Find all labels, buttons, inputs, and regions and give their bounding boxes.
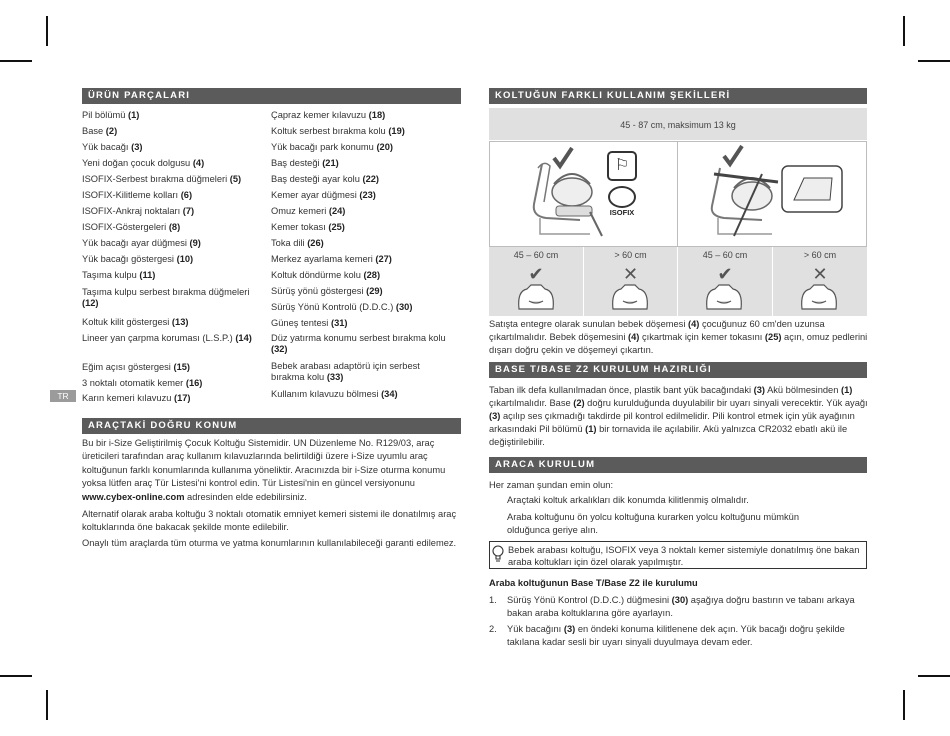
install-step: Sürüş Yönü Kontrol (D.D.C.) düğmesini (30) aşağıya doğru bastırın ve tabanı arkaya bakan araba koltuklarına göre ayarlayın. xyxy=(507,595,855,618)
part-item xyxy=(82,222,267,233)
usage-header: KOLTUĞUN FARKLI KULLANIM ŞEKİLLERİ xyxy=(489,88,867,104)
part-number: (18) xyxy=(368,110,386,120)
part-item xyxy=(271,190,451,201)
position-paragraph-1: Bu bir i-Size Geliştirilmiş Çocuk Koltuğu Sistemidir. UN Düzenleme No. R129/03, araç üreticileri tarafından araç kullanım kılavuzlarında belirtildiği üzere i-Size uyumlu araç koltuğunun farklı konumlarında kullanıma yöneliktir. Aracınızda bir i-Size oturma konumu yoksa lütfen araç Tür Listesi'ni kontrol edin. Tür Listesi'nin en güncel versiyonunu www.cybex-online.com adresinden elde edebilirsiniz. xyxy=(82,438,446,502)
part-label: Karın kemeri kılavuzu xyxy=(82,393,172,403)
isofix-badge-icon: ⚐ xyxy=(607,151,637,181)
size-label: 45 – 60 cm xyxy=(513,250,559,260)
part-item xyxy=(82,287,267,309)
part-number: (23) xyxy=(359,190,376,200)
part-item xyxy=(271,270,451,281)
part-number: (34) xyxy=(381,389,398,399)
infant-insert-icon xyxy=(703,283,745,311)
part-number: (8) xyxy=(168,222,181,232)
crop-mark xyxy=(903,16,905,46)
prep-paragraph: Taban ilk defa kullanılmadan önce, plastik bant yük bacağındaki (3) Akü bölmesinden (1) çıkartılmalıdır. Base (2) doğru kurulduğunda duyulabilir bir uyarı sinyali verecektir. Yük ayağı (3) açılıp ses çıkmadığı takdirde pil kontrol edilmelidir. Pili kontrol etmek için yük ayağının arkasındaki Pil bölümü (1) bir tornavida ile açılabilir. Akü yalnızca CR2032 ebatlı akü ile değiştirilebilir. xyxy=(489,385,868,447)
part-item xyxy=(82,393,267,404)
part-item xyxy=(271,318,451,329)
part-item xyxy=(271,222,451,233)
part-label: Taşıma kulpu xyxy=(82,270,137,280)
part-label: Yeni doğan çocuk dolgusu xyxy=(82,158,191,168)
lightbulb-icon xyxy=(492,545,504,563)
part-item xyxy=(82,126,267,137)
part-number: (10) xyxy=(176,254,194,264)
part-number: (30) xyxy=(395,302,413,312)
part-item xyxy=(271,206,451,217)
part-number: (3) xyxy=(131,142,143,152)
part-label: Yük bacağı park konumu xyxy=(271,142,374,152)
part-item xyxy=(271,389,451,400)
part-number: (1) xyxy=(128,110,140,120)
size-label: > 60 cm xyxy=(614,250,647,260)
part-number: (13) xyxy=(171,317,189,327)
position-header: ARAÇTAKİ DOĞRU KONUM xyxy=(82,418,461,434)
part-item xyxy=(271,238,451,249)
part-label: ISOFIX-Ankraj noktaları xyxy=(82,206,181,216)
part-item xyxy=(82,254,267,265)
part-label: Sürüş Yönü Kontrolü (D.D.C.) xyxy=(271,302,394,312)
part-label: Kemer ayar düğmesi xyxy=(271,190,357,200)
part-item xyxy=(82,238,267,249)
part-label: Koltuk kilit göstergesi xyxy=(82,317,170,327)
part-item xyxy=(271,333,451,355)
part-item xyxy=(82,190,267,201)
part-item xyxy=(271,158,451,169)
usage-range-label: 45 - 87 cm, maksimum 13 kg xyxy=(620,120,736,130)
part-label: Kemer tokası xyxy=(271,222,326,232)
part-item xyxy=(271,286,451,297)
part-item xyxy=(82,317,267,328)
part-number: (15) xyxy=(173,362,191,372)
part-item xyxy=(82,362,267,373)
part-item xyxy=(82,174,267,185)
crop-mark xyxy=(0,675,32,677)
part-number: (26) xyxy=(307,238,324,248)
prep-header: BASE T/BASE Z2 KURULUM HAZIRLIĞI xyxy=(489,362,867,378)
part-number: (24) xyxy=(328,206,346,216)
part-number: (19) xyxy=(388,126,405,136)
crop-mark xyxy=(918,60,950,62)
position-paragraph-3: Onaylı tüm araçlarda tüm oturma ve yatma konumlarının kullanılabileceği garanti edilemez. xyxy=(82,538,457,548)
part-number: (17) xyxy=(173,393,191,403)
cross-icon: ✕ xyxy=(622,264,639,284)
belt-installation-illustration xyxy=(698,144,868,244)
hint-text: Bebek arabası koltuğu, ISOFIX veya 3 noktalı kemer sistemiyle donatılmış öne bakan araba koltukları için özel olarak yapılmıştır. xyxy=(508,545,860,567)
part-number: (5) xyxy=(229,174,242,184)
install-subtitle: Araba koltuğunun Base T/Base Z2 ile kurulumu xyxy=(489,578,698,588)
part-item xyxy=(271,110,451,121)
part-number: (6) xyxy=(180,190,193,200)
part-label: Koltuk serbest bırakma kolu xyxy=(271,126,386,136)
part-item xyxy=(82,142,267,153)
install-requirement: Araba koltuğunu ön yolcu koltuğuna kurarken yolcu koltuğunu mümkün olduğunca geriye alın. xyxy=(507,512,799,535)
part-item xyxy=(271,254,451,265)
usage-note: Satışta entegre olarak sunulan bebek döşemesi (4) çocuğunuz 60 cm'den uzunsa çıkartılmalıdır. Bebek döşemesini (4) çıkartmak için kemer tokasını (25) açın, omuz pedlerini dışarı doğru çekin ve döşemeyi çıkartın. xyxy=(489,319,868,355)
part-number: (25) xyxy=(328,222,345,232)
part-item xyxy=(82,333,267,344)
crop-mark xyxy=(918,675,950,677)
install-header: ARACA KURULUM xyxy=(489,457,867,473)
website-link[interactable]: www.cybex-online.com xyxy=(82,491,185,502)
check-icon: ✔ xyxy=(528,264,544,284)
part-label: Çapraz kemer kılavuzu xyxy=(271,110,367,120)
crop-mark xyxy=(46,16,48,46)
part-label: Kullanım kılavuzu bölmesi xyxy=(271,389,379,399)
part-label: Düz yatırma konumu serbest bırakma kolu xyxy=(271,333,446,343)
install-requirement: Araçtaki koltuk arkalıkları dik konumda kilitlenmiş olmalıdır. xyxy=(507,495,749,505)
infant-insert-icon xyxy=(515,283,557,311)
cross-icon: ✕ xyxy=(812,264,828,284)
crop-mark xyxy=(46,690,48,720)
part-item xyxy=(271,302,451,313)
size-label: > 60 cm xyxy=(803,250,837,260)
part-label: Omuz kemeri xyxy=(271,206,327,216)
part-label: Koltuk döndürme kolu xyxy=(271,270,361,280)
part-label: Baş desteği xyxy=(271,158,320,168)
size-label: 45 – 60 cm xyxy=(702,250,748,260)
part-item xyxy=(82,378,267,389)
part-number: (20) xyxy=(376,142,393,152)
crop-mark xyxy=(0,60,32,62)
parts-header: ÜRÜN PARÇALARI xyxy=(82,88,461,104)
part-number: (28) xyxy=(363,270,381,280)
part-label: Bebek arabası adaptörü için serbest bırakma kolu xyxy=(271,361,420,382)
part-label: Yük bacağı göstergesi xyxy=(82,254,174,264)
part-label: Lineer yan çarpma koruması (L.S.P.) xyxy=(82,333,233,343)
part-number: (21) xyxy=(322,158,339,168)
part-number: (31) xyxy=(330,318,348,328)
part-item xyxy=(82,270,267,281)
language-tab: TR xyxy=(50,390,76,402)
step-number: 1. xyxy=(489,595,497,605)
infant-insert-icon xyxy=(798,283,840,311)
part-number: (14) xyxy=(235,333,252,343)
part-number: (2) xyxy=(105,126,118,136)
step-number: 2. xyxy=(489,624,497,634)
part-number: (32) xyxy=(271,344,288,354)
part-item xyxy=(271,142,451,153)
part-item xyxy=(271,361,451,383)
install-step: Yük bacağını (3) en öndeki konuma kilitlenene dek açın. Yük bacağı doğru şekilde takılana kadar sesli bir uyarı sinyali duyulmaya devam eder. xyxy=(507,624,845,647)
isofix-seat-icon xyxy=(608,186,636,208)
part-number: (7) xyxy=(182,206,195,216)
usage-illustration-divider xyxy=(677,141,678,247)
part-number: (11) xyxy=(139,270,156,280)
part-label: Sürüş yönü göstergesi xyxy=(271,286,364,296)
position-paragraph-2: Alternatif olarak araba koltuğu 3 noktalı otomatik emniyet kemeri sistemi ile donatılmış araç koltuklarında öne bakacak şekilde monte edilebilir. xyxy=(82,509,457,532)
part-label: Eğim açısı göstergesi xyxy=(82,362,171,372)
part-label: ISOFIX-Kilitleme kolları xyxy=(82,190,179,200)
part-item xyxy=(82,110,267,121)
part-item xyxy=(82,158,267,169)
isofix-label: ISOFIX xyxy=(609,208,635,217)
part-item xyxy=(82,206,267,217)
part-label: 3 noktalı otomatik kemer xyxy=(82,378,184,388)
infant-insert-icon xyxy=(609,283,651,311)
part-item xyxy=(271,126,451,137)
part-number: (16) xyxy=(185,378,203,388)
part-label: ISOFIX-Serbest bırakma düğmeleri xyxy=(82,174,228,184)
part-number: (29) xyxy=(366,286,383,296)
part-number: (9) xyxy=(189,238,201,248)
part-label: Merkez ayarlama kemeri xyxy=(271,254,373,264)
part-label: Yük bacağı xyxy=(82,142,129,152)
part-number: (22) xyxy=(362,174,380,184)
part-number: (27) xyxy=(375,254,392,264)
base-installation-illustration xyxy=(520,144,670,244)
crop-mark xyxy=(903,690,905,720)
part-label: Yük bacağı ayar düğmesi xyxy=(82,238,187,248)
part-label: Base xyxy=(82,126,104,136)
part-number: (4) xyxy=(192,158,205,168)
check-icon: ✔ xyxy=(717,264,733,284)
part-number: (33) xyxy=(326,372,344,382)
part-label: Toka dili xyxy=(271,238,305,248)
part-label: ISOFIX-Göstergeleri xyxy=(82,222,167,232)
part-label: Pil bölümü xyxy=(82,110,126,120)
part-label: Güneş tentesi xyxy=(271,318,329,328)
part-label: Baş desteği ayar kolu xyxy=(271,174,360,184)
part-number: (12) xyxy=(82,298,99,308)
install-intro: Her zaman şundan emin olun: xyxy=(489,480,614,490)
part-label: Taşıma kulpu serbest bırakma düğmeleri xyxy=(82,287,250,297)
part-item xyxy=(271,174,451,185)
